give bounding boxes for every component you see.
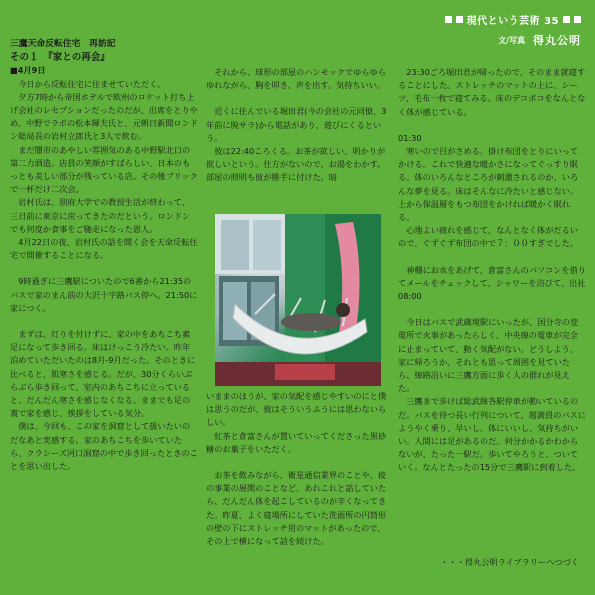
hammock-photo bbox=[215, 214, 381, 386]
paragraph: 近くに住んでいる堀田君(今の会社の元同僚、3年前に脱サラ)から電話があり、遊びにくるという。 彼は22:40ころくる。お茶が欲しい、明かりが欲しいという。仕方がないので、お湯をわかす。部屋の照明も彼が勝手に付けた。暗 bbox=[206, 106, 387, 183]
paragraph: 今日はバスで武蔵境駅にいったが、国分寺の変電所で火事があったらしく、中央線の電車が完全に止まっていて、動く気配がない。どうしよう、家に帰ろうか、それとも思って周囲を見ていたら、線路沿いに三鷹方面に歩く人の群れが見えた。 三鷹まで歩けば総武線各駅停車が動いているのだ。バスを待つ長い行列について、超満員のバスにようやく乗り、早いし、体にいいし、気持ちがいい。人間には足があるのだ。何分かかるかわからないが、たった一駅だ。歩いてやろうと、ついていく。なんとたったの15分で三鷹駅に到着した。 bbox=[398, 317, 586, 473]
entry-date: ■4月9日 bbox=[10, 65, 46, 76]
column-2-bottom bbox=[206, 390, 388, 548]
paragraph: まずは、灯りを付けずに、家の中をあちこち素足になって歩き回る。床はけっこう冷たい。昨年泊めていただいたのは8月-9月だった。そのときに比べると、肌寒さを感じる。だが、30分くらいぶらぶら歩き回って、室内のあちこちに立っていると、だんだん寒さを感じなくなる。ままでも足の裏で家を感じ、挨拶をしている気分。 僕は、今回も、この家を洞窟として扱いたいのだなあと実感する。家のあちこちを歩いていたら、クラシーズ河口洞窟の中で歩き回ったときのことを思い出した。 bbox=[10, 329, 198, 472]
paragraph: お茶を飲みながら、衛星通信業界のことや、彼の事業の展開のことなど、あれこれと話していたら、だんだん体を起こしているのが辛くなってきた。昨夏、よく寝場所にしていた洗面所の円筒形の壁の下にストレッチ用のマットがあったので、その上で横になって話を続けた。 bbox=[206, 470, 387, 547]
continued-note: ・・・得丸公明ライブラリーへつづく bbox=[440, 557, 579, 567]
square-icon bbox=[574, 16, 581, 23]
column-2-top bbox=[206, 66, 388, 185]
series-title bbox=[445, 12, 581, 27]
byline-role: 文/写真 bbox=[498, 35, 525, 45]
paragraph: 01:30 寒いので目がさめる。掛け布団をとりにいってかける。これで快適な暖かさになってぐっすり眠る。体のいろんなところが刺激されるのか、いろんな夢を見る。床はそんなに冷たいと感じない。上から保温層をもつ布団をかければ暖かく眠れる。 心地よい疲れを感じて、なんとなく体がだるいので、ぐずぐず布団の中で７：００すぎでした。 bbox=[398, 132, 579, 249]
square-icon bbox=[456, 16, 463, 23]
page-header bbox=[445, 12, 581, 48]
paragraph: 今日から反転住宅に住ませていただく。 夕方7時から帝国ホテルで欧州のロケット打ち上げ会社のレセプションだったのだが、出席をとりやめ、中野でラボの松本輝夫氏と、元朝日新聞ロンドン総局長の岩村立郎氏と3人で飲む。 まだ闇市のあやしい雰囲気のある中野駅北口の第二力酒造。店員の笑顔がすばらしい、日本のもっとも美しい部分が残っている店。その後ブリックで一杯だけ二次会。 岩村氏は、別府大学での教授生活が終わって、三日前に東京に戻ってきたのだという。ロンドンでも何度か食事をご馳走になった恩人。 4月22日の夜、岩村氏の話を聞く会を天命反転住宅で開催することになる。 bbox=[10, 78, 198, 261]
paragraph: 23:30ごろ堀田君が帰ったので、そのまま就寝することにした。ストレッチのマットの上に、シーツ、毛布一枚で寝てみる。床のデコボコをなんとなく体が感じている。 bbox=[398, 67, 586, 117]
paragraph: 9時過ぎに三鷹駅についたので6番から21:35のバスで家のまん前の大沢十字路バス停へ。21:50に家につく。 bbox=[10, 276, 198, 313]
paragraph: いままのほうが、家の気配を感じやすいのにと僕は思うのだが、彼はそういうふうには思わないらしい。 紅茶と倉富さんが置いていってくださった黒砂糖のお菓子をいただく。 bbox=[206, 391, 387, 454]
paragraph: それから、球形の部屋のハンモックでゆらゆらゆれながら、胸を叩き、声を出す。気持ちいい。 bbox=[206, 67, 386, 91]
series-label: 現代という芸術 35 bbox=[466, 16, 559, 27]
square-icon bbox=[563, 16, 570, 23]
square-icon bbox=[445, 16, 452, 23]
column-3 bbox=[398, 66, 594, 475]
article-kicker: 三鷹天命反転住宅 再訪記 bbox=[10, 39, 116, 49]
article-title: その１ 『家との再会』 bbox=[10, 52, 110, 64]
column-1 bbox=[10, 38, 198, 473]
byline bbox=[445, 32, 581, 48]
byline-author: 得丸公明 bbox=[533, 34, 581, 47]
paragraph: 神棚にお水をあげて、倉富さんのパソコンを借りてメールをチェックして、シャワーを浴びて、出社 08:00 bbox=[398, 264, 594, 302]
